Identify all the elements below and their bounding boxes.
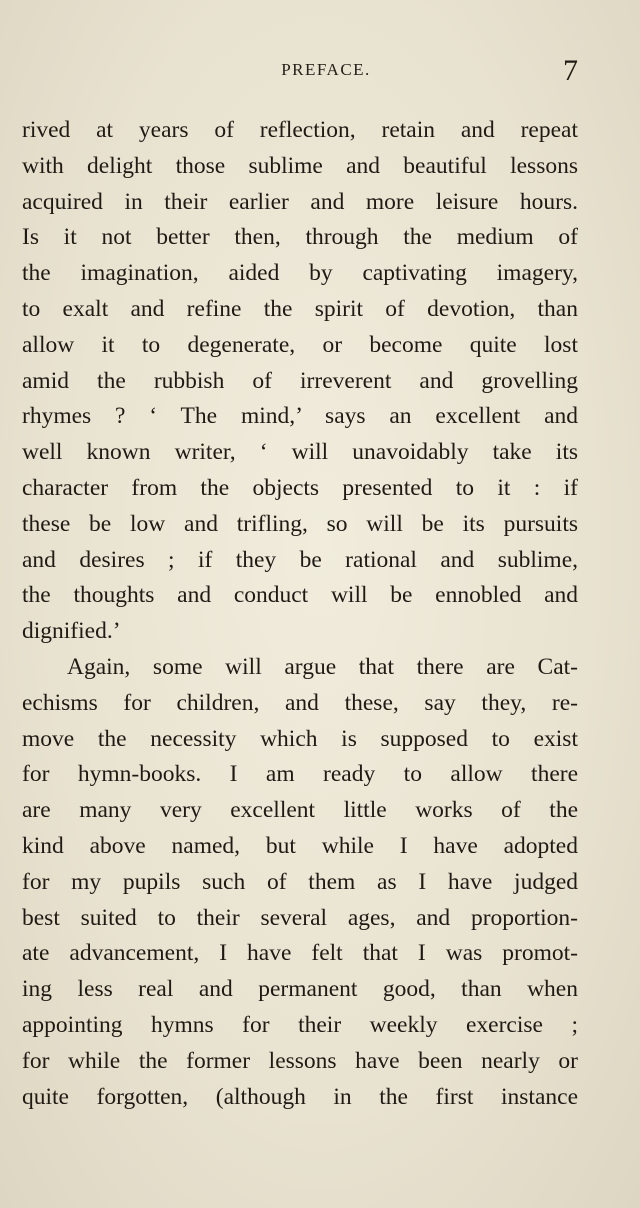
text-line: rived at years of reflection, retain and repeat (22, 117, 578, 143)
text-line: with delight those sublime and beautiful lessons (22, 152, 578, 179)
text-line: rhymes ? ‘ The mind,’ says an excellent and (22, 403, 578, 430)
page-header (0, 54, 640, 90)
text-line: well known writer, ‘ will unavoidably take its (22, 439, 578, 466)
text-line: for my pupils such of them as I have judged (22, 868, 578, 895)
text-line: best suited to their several ages, and proportion- (22, 904, 578, 931)
text-line: these be low and trifling, so will be its pursuits (22, 510, 578, 537)
text-line: and desires ; if they be rational and sublime, (22, 546, 578, 573)
text-line: Is it not better then, through the medium of (22, 224, 578, 251)
paragraph-first-line: Again, some will argue that there are Cat- (67, 653, 578, 680)
running-head: PREFACE. (281, 60, 371, 79)
text-line: move the necessity which is supposed to exist (22, 725, 578, 752)
text-line: for hymn-books. I am ready to allow there (22, 761, 578, 788)
text-line: the thoughts and conduct will be ennobled and (22, 582, 578, 609)
text-line: are many very excellent little works of the (22, 797, 578, 824)
text-line: quite forgotten, (although in the first instance (22, 1083, 578, 1110)
text-line: character from the objects presented to it : if (22, 474, 578, 501)
text-line: kind above named, but while I have adopted (22, 832, 578, 859)
text-line: dignified.’ (22, 618, 121, 645)
text-line: for while the former lessons have been nearly or (22, 1047, 578, 1074)
body-text (22, 113, 578, 1115)
page-number: 7 (563, 54, 578, 87)
text-line: ing less real and permanent good, than when (22, 976, 578, 1003)
text-line: acquired in their earlier and more leisure hours. (22, 188, 578, 215)
text-line: appointing hymns for their weekly exercise ; (22, 1011, 578, 1038)
text-line: allow it to degenerate, or become quite lost (22, 331, 578, 358)
text-line: ate advancement, I have felt that I was promot- (22, 940, 578, 967)
text-line: amid the rubbish of irreverent and grovelling (22, 367, 578, 394)
text-line: echisms for children, and these, say they, re- (22, 689, 578, 716)
text-line: to exalt and refine the spirit of devotion, than (22, 295, 578, 322)
text-line: the imagination, aided by captivating imagery, (22, 260, 578, 287)
